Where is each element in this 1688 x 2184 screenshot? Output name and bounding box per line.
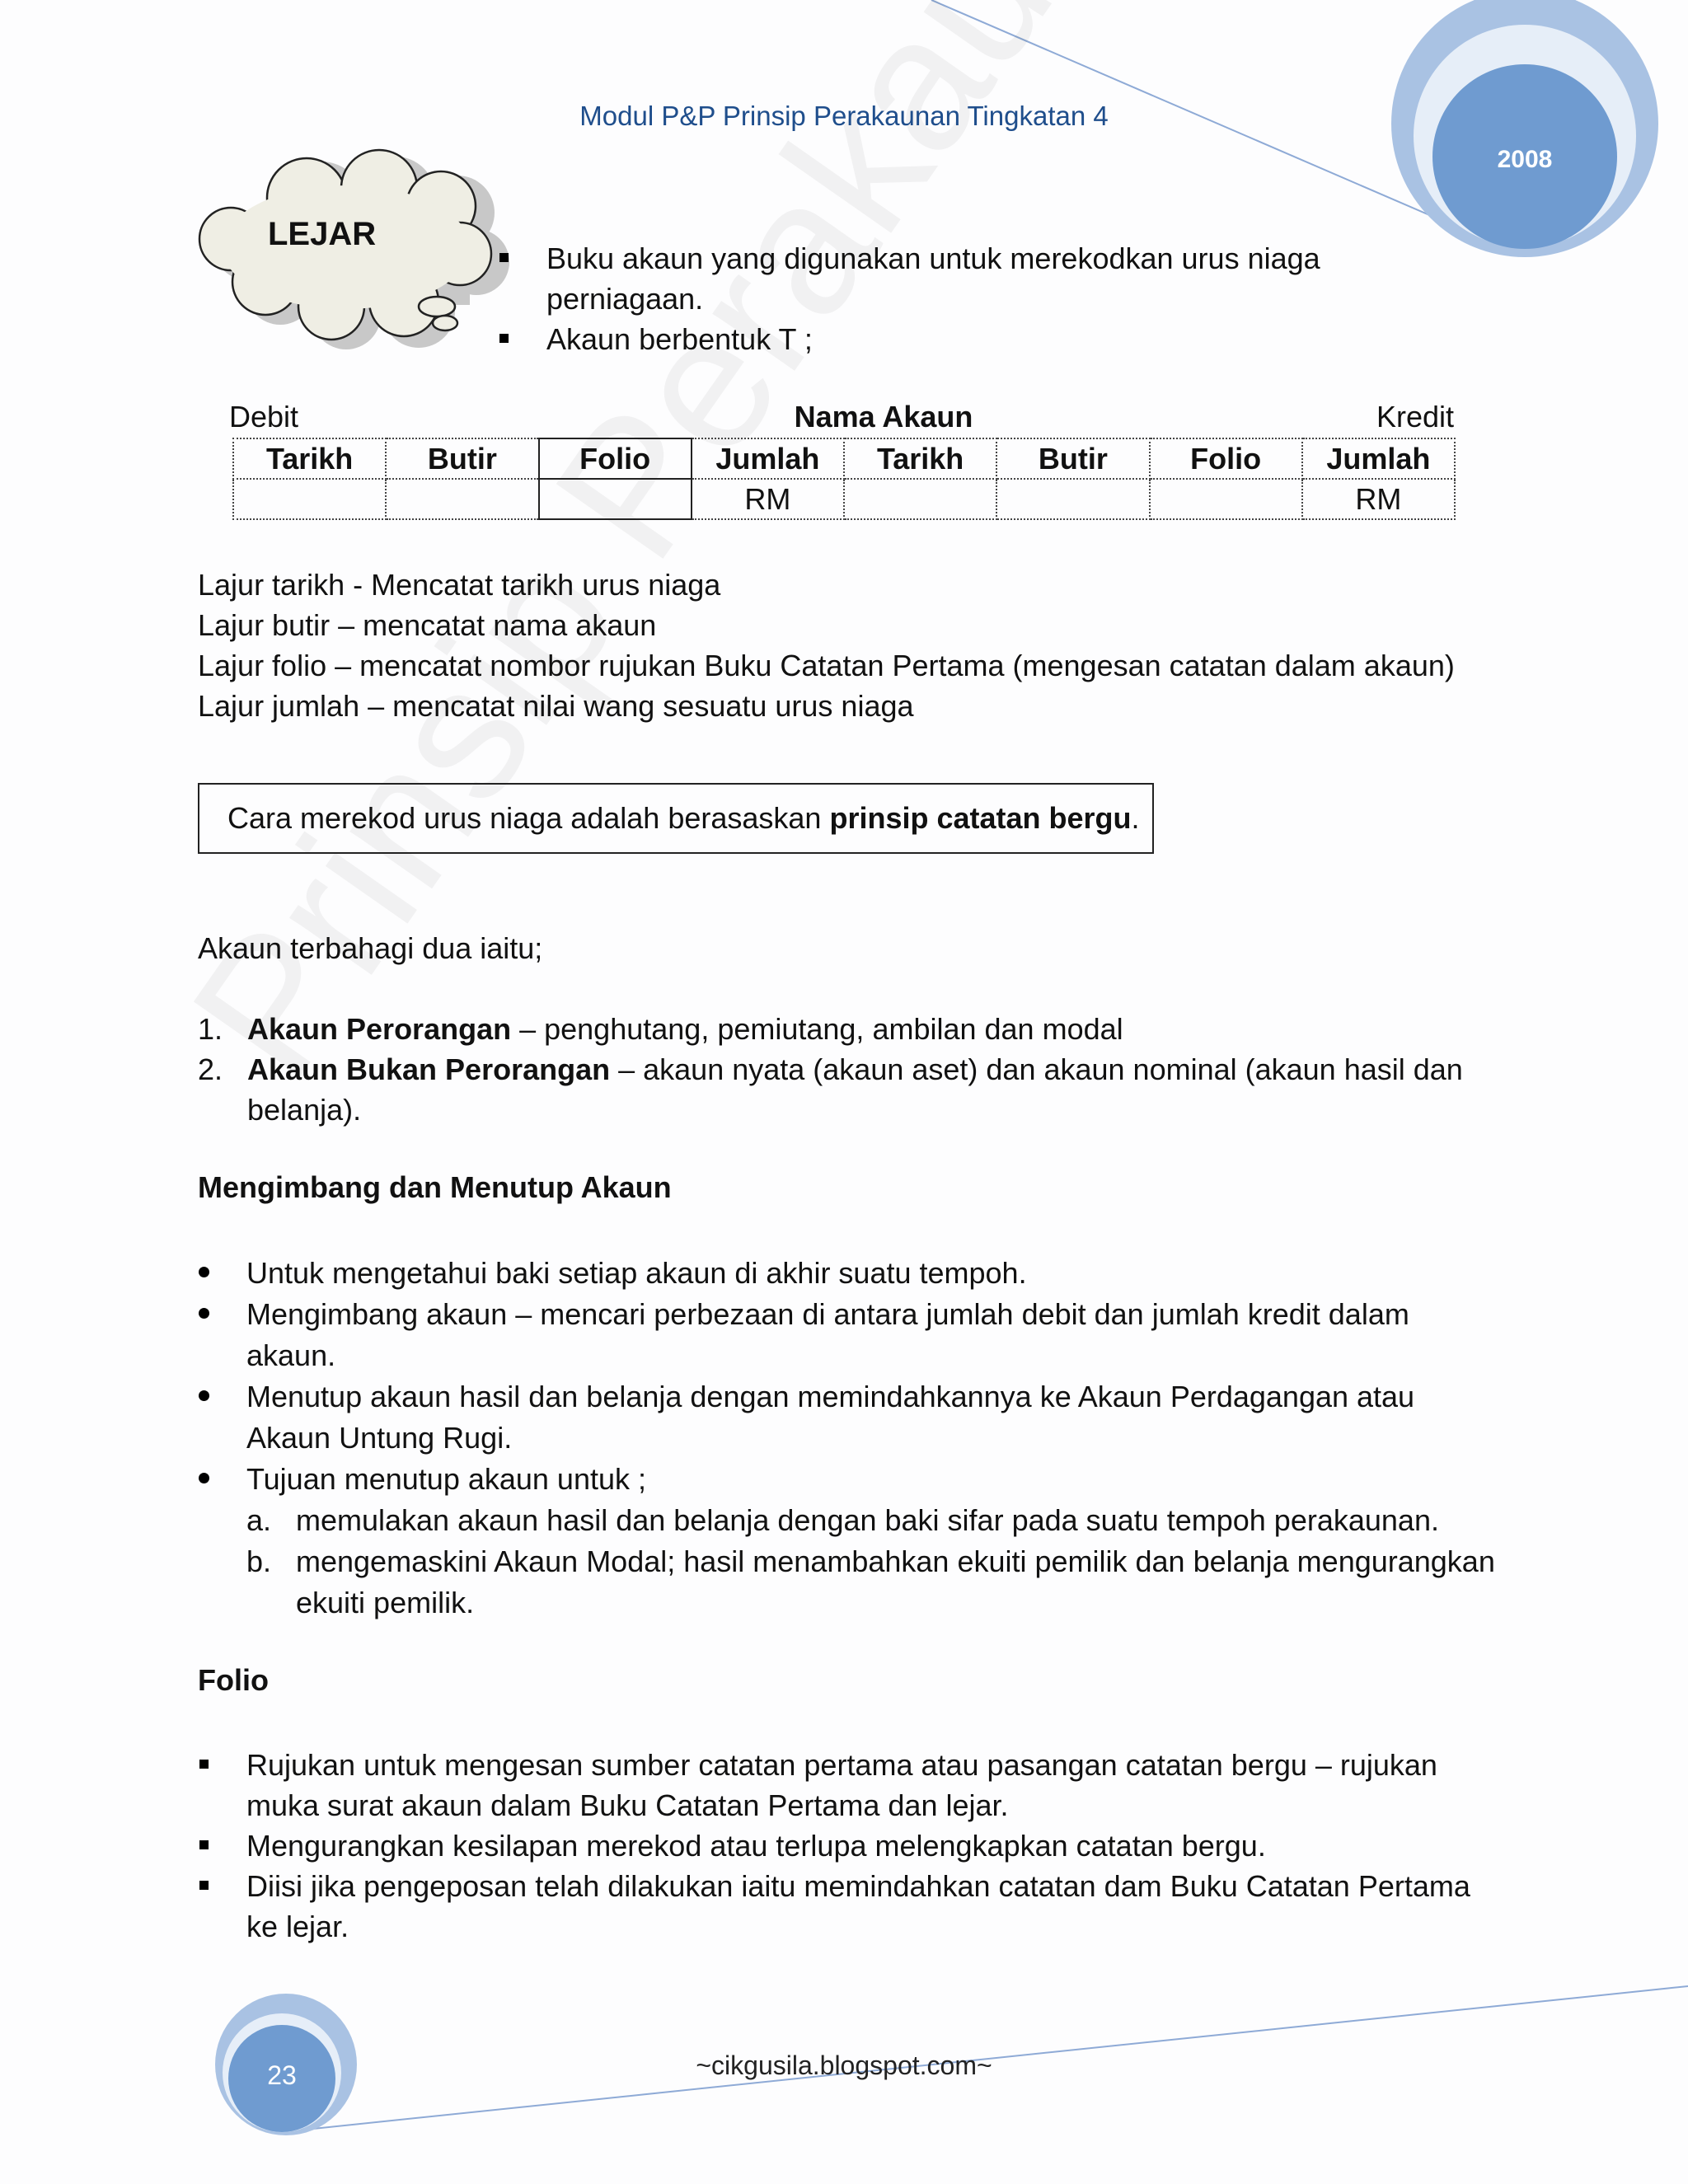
list-item: Mengurangkan kesilapan merekod atau terlupa melengkapkan catatan bergu. [199,1825,1502,1866]
list-item: Diisi jika pengeposan telah dilakukan iaitu memindahkan catatan dam Buku Catatan Pertama ke lejar. [199,1866,1502,1947]
principle-text: Cara merekod urus niaga adalah berasaskan [227,801,830,835]
principle-end: . [1131,801,1140,835]
list-item: Menutup akaun hasil dan belanja dengan memindahkannya ke Akaun Perdagangan atau Akaun Untung Rugi. [199,1376,1502,1459]
list-item-text: Tujuan menutup akaun untuk ; [246,1462,646,1496]
account-type-name: Akaun Bukan Perorangan [247,1052,611,1086]
page-number: 23 [267,2060,297,2090]
ledger-unit-row [233,479,1455,519]
sub-list-text: memulakan akaun hasil dan belanja dengan baki sifar pada suatu tempoh perakaunan. [296,1503,1439,1537]
ledger-unit-cell [1150,479,1302,519]
account-types-list [198,1009,1484,1130]
column-notes [198,565,1455,726]
column-note: Lajur jumlah – mencatat nilai wang sesuatu urus niaga [198,689,914,723]
account-type-desc: – akaun nyata (akaun aset) dan akaun nominal (akaun hasil dan belanja). [247,1052,1463,1127]
account-type-desc: – penghutang, pemiutang, ambilan dan modal [511,1012,1123,1046]
ledger-credit-label: Kredit [1376,400,1454,434]
ledger-t-account-table [232,438,1456,520]
list-item [199,1459,1502,1624]
list-number: 1. [198,1012,223,1046]
ledger-debit-label: Debit [229,400,299,434]
ledger-unit-cell: RM [1302,479,1455,519]
principle-emphasis: prinsip catatan bergu [829,801,1132,835]
ledger-unit-cell [233,479,386,519]
ledger-column-header: Tarikh [844,438,996,479]
list-item [198,1049,1484,1130]
ledger-column-header: Butir [996,438,1149,479]
sub-list-letter: b. [246,1544,272,1578]
principle-box [198,783,1154,854]
ledger-column-header: Tarikh [233,438,386,479]
list-item: Mengimbang akaun – mencari perbezaan di antara jumlah debit dan jumlah kredit dalam akaun. [199,1294,1502,1376]
column-note: Lajur butir – mencatat nama akaun [198,608,657,642]
ledger-column-header: Butir [386,438,538,479]
list-item: Untuk mengetahui baki setiap akaun di akhir suatu tempoh. [199,1253,1502,1294]
list-item: Rujukan untuk mengesan sumber catatan pertama atau pasangan catatan bergu – rujukan muka surat akaun dalam Buku Catatan Pertama dan lejar. [199,1745,1502,1825]
sub-list-item [246,1541,1502,1624]
balancing-heading: Mengimbang dan Menutup Akaun [198,1170,672,1204]
ledger-header-row [233,438,1455,479]
accounts-intro: Akaun terbahagi dua iaitu; [198,931,543,965]
ledger-column-header: Jumlah [692,438,844,479]
balancing-list [199,1253,1502,1624]
list-number: 2. [198,1052,223,1086]
ledger-unit-cell [539,479,692,519]
footer-site: ~cikgusila.blogspot.com~ [696,2050,992,2080]
ledger-unit-cell [844,479,996,519]
ledger-unit-cell [386,479,538,519]
header-title: Modul P&P Prinsip Perakaunan Tingkatan 4 [579,101,1109,131]
column-note: Lajur tarikh - Mencatat tarikh urus niaga [198,568,721,602]
account-type-name: Akaun Perorangan [247,1012,512,1046]
ledger-unit-cell [996,479,1149,519]
ledger-account-name: Nama Akaun [794,400,973,434]
lejar-cloud-label: LEJAR [268,216,377,252]
sub-list-text: mengemaskini Akaun Modal; hasil menambahkan ekuiti pemilik dan belanja mengurangkan ekuiti pemilik. [296,1544,1495,1619]
sub-list-item [246,1500,1502,1541]
ledger-column-header: Jumlah [1302,438,1455,479]
list-item: Buku akaun yang digunakan untuk merekodkan urus niaga perniagaan. [499,238,1406,319]
column-note: Lajur folio – mencatat nombor rujukan Buku Catatan Pertama (mengesan catatan dalam akaun) [198,649,1455,682]
ledger-column-header: Folio [539,438,692,479]
ledger-unit-cell: RM [692,479,844,519]
folio-heading: Folio [198,1663,269,1697]
list-item [198,1009,1484,1049]
lejar-definition-list [499,238,1406,359]
list-item: Akaun berbentuk T ; [499,319,1406,359]
ledger-column-header: Folio [1150,438,1302,479]
header-year: 2008 [1497,146,1553,173]
closing-purpose-list [246,1500,1502,1624]
folio-list [199,1745,1502,1947]
sub-list-letter: a. [246,1503,272,1537]
